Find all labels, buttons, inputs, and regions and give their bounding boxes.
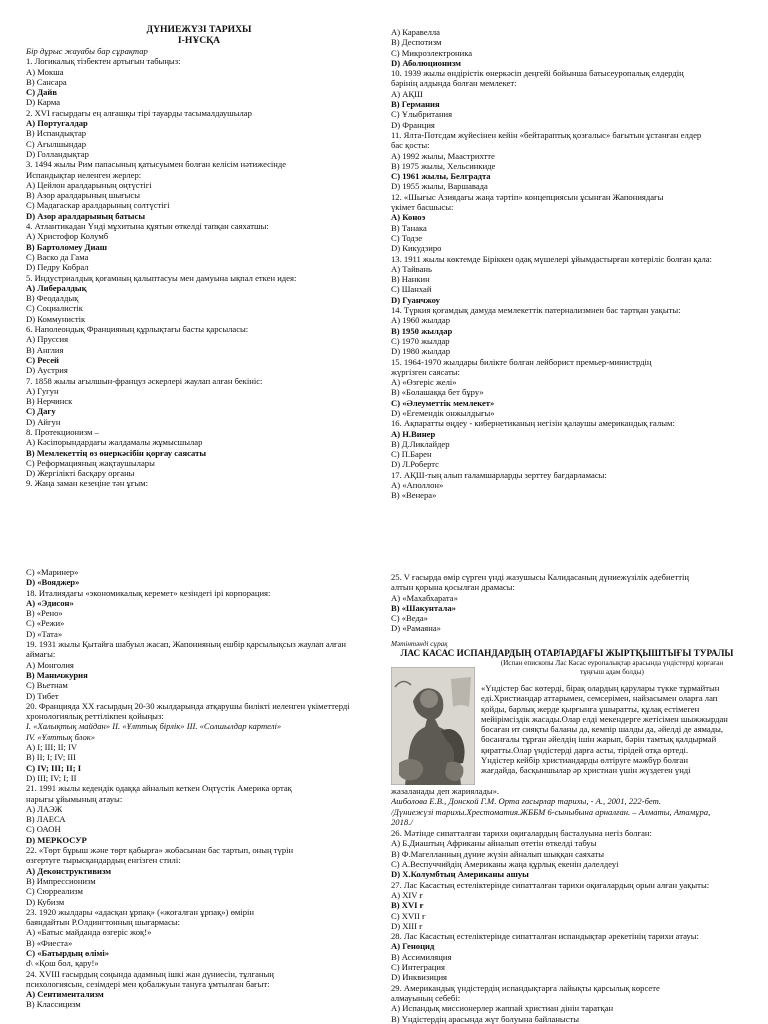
answer-option: A) Пруссия [26, 334, 69, 345]
answer-option: A) Кәсіпорындардағы жалдамалы жұмысшылар [26, 437, 203, 448]
answer-option: B) Классицизм [26, 999, 81, 1010]
question-text: 19. 1931 жылы Қытайға шабуыл жасап, Жапонияның ешбір қарсылықсыз жаулап алған [26, 639, 346, 650]
answer-option: D) «Тата» [26, 628, 63, 639]
answer-option: A) Гугун [26, 385, 59, 396]
answer-option: D) Айгун [26, 416, 61, 427]
quote-line: жағдайда, басқыншылар әр христиан үшін жүздеген үнді [481, 765, 691, 776]
quote-line: босанғалы тұрған әйелдің ішін жарып, бәрін тамтық қалдырмай [481, 734, 717, 745]
answer-option: A) Португалдар [26, 118, 88, 129]
answer-option: A) Сентиментализм [26, 989, 104, 1000]
answer-option: баяндайтын Р.Олдингтонның шығармасы: [26, 917, 180, 928]
answer-option: d\ «Қош бол, қару!» [26, 958, 99, 969]
answer-option: нарығы ұйымының атауы: [26, 793, 123, 804]
question-text: 18. Италиядағы «экономикалық керемет» кезіндегі ірі корпорация: [26, 587, 271, 598]
answer-option: C) Социалистік [26, 303, 83, 314]
answer-option: A) Цейлон аралдарының оңтүстігі [26, 179, 152, 190]
answer-option: Испандықтар иеленген жерлер: [26, 169, 142, 180]
answer-option: C) Реформацияның жақтаушылары [26, 457, 155, 468]
answer-option: D) XIII ғ [391, 920, 423, 931]
question-list-4b [391, 828, 743, 1024]
source-citation-3: 2018./ [391, 816, 413, 827]
answer-option: C) Мадагаскар аралдарының солтүстігі [26, 200, 170, 211]
question-text: 28. Лас Касастың естеліктерінде сипатталған испандықтар әрекетінің тарихи атауы: [391, 931, 699, 942]
answer-option: A) «Батыс майданда өзгеріс жоқ!» [26, 927, 152, 938]
question-text: 7. 1858 жылы ағылшын-француз әскерлері жаулап алған бекініс: [26, 375, 263, 386]
answer-option: алмауының себебі: [391, 992, 461, 1003]
answer-option: B) Мемлекеттің өз өнеркәсібін қорғау саясаты [26, 447, 207, 458]
question-text: 23. 1920 жылдары «адасқан ұрпақ» («жоғалған ұрпақ») өмірін [26, 906, 254, 917]
answer-option: B) Танака [391, 222, 427, 233]
answer-option: C) XVII ғ [391, 910, 426, 921]
answer-option: C) Вьетнам [26, 680, 68, 691]
answer-option: A) 1960 жылдар [391, 315, 451, 326]
answer-option: D) Л.Робертс [391, 459, 439, 470]
question-text: 16. Ақпаратты өңдеу - кибернетиканың негізін қалаушы американдық ғалым: [391, 418, 675, 429]
answer-option: B) Деспотизм [391, 37, 442, 48]
quote-ending: жазаланады деп жариялады». [391, 786, 500, 796]
answer-option: D) «Егемендік онжылдығы» [391, 407, 495, 418]
answer-option: A) Геноцид [391, 941, 435, 952]
answer-option: алтын қорына қосылған драмасы: [391, 582, 515, 593]
quote-line: еді.Христиандар аттарымен, семсерімен, найзасымен оларға лап [481, 693, 718, 704]
answer-option: A) I; III; II; IV [26, 742, 78, 753]
context-subtitle-1: (Испан епископы Лас Касас еуропалықтар арасында үндістерді қорғаған [500, 659, 724, 668]
answer-option: C) «Әлеуметтік мемлекет» [391, 397, 495, 408]
column-3 [26, 567, 372, 1010]
question-text: 1. Логикалық тізбектен артығын табыңыз: [26, 56, 181, 67]
answer-option: B) «Болашаққа бет бұру» [391, 387, 484, 398]
answer-option: I. «Халықтық майдан» II. «Ұлттық бірлік» III. «Солшылдар картелі» [26, 721, 282, 732]
answer-option: D) Педру Кобрал [26, 262, 89, 273]
answer-option: A) Б.Диаштың Африканы айналып өтетін өткелді табуы [391, 838, 597, 849]
question-text: 13. 1911 жылы көктемде Біріккен одақ мүшелері ұйымдастырған көтеріліс болған қала: [391, 253, 712, 264]
answer-option: A) Испандық миссионерлер жаппай христиан дінін таратқан [391, 1003, 614, 1014]
answer-option: D) 1980 жылдар [391, 346, 451, 357]
answer-option: A) Монголия [26, 659, 74, 670]
variant-label: І-НҰСҚА [177, 35, 221, 46]
answer-option: C) «Маринер» [26, 567, 79, 577]
answer-option: B) «Рено» [26, 608, 63, 619]
answer-option: C) «Батырдың өлімі» [26, 947, 110, 958]
answer-option: D) Х.Колумбтың Американы ашуы [391, 869, 529, 880]
answer-option: C) Дайв [26, 87, 58, 98]
answer-option: A) XIV ғ [391, 889, 424, 900]
answer-option: D) III; IV; I; II [26, 772, 77, 783]
question-text: 8. Протекционизм – [26, 426, 99, 437]
answer-option: D) Азор аралдарының батысы [26, 210, 146, 221]
quote-line: босаған ит сияқты баланы да, кемпір шалды да, әйелді де аямады, [481, 724, 724, 735]
answer-option: C) А.Веспуччийдің Американы жаңа құрлық екенін дәлелдеуі [391, 859, 619, 870]
question-text: 2. XVI ғасырдағы ең алғашқы тірі тауарды тасымалдаушылар [26, 107, 252, 118]
answer-option: A) «Аполлон» [391, 480, 444, 491]
answer-option: B) 1975 жылы, Хельсинкиде [391, 160, 496, 171]
answer-option: B) Сансара [26, 76, 67, 87]
question-text: 6. Наполеондық Францияның құрлықтағы басты қарсыласы: [26, 324, 249, 335]
quote-line: мейірімсіздік жасады.Олар елді мекендерге жетісімен шыжжырдан [481, 713, 728, 724]
answer-option: B) Үндістердің арасында жүт болуына байланысты [391, 1013, 580, 1024]
answer-option: A) «Махабхарата» [391, 592, 458, 603]
answer-option: B) Испандықтар [26, 128, 87, 139]
answer-option: C) Васко да Гама [26, 251, 89, 262]
answer-option: B) Импрессионизм [26, 875, 96, 886]
answer-option: C) Сюрреализм [26, 886, 83, 897]
answer-option: B) Германия [391, 99, 440, 110]
answer-option: C) Ағылшындар [26, 138, 87, 149]
answer-option: C) Ресей [26, 354, 59, 365]
answer-option: C) Тодзе [391, 232, 423, 243]
quote-line: Үндістер кейбір христиандарды өлтіруге мәжбүр болған [481, 755, 688, 766]
answer-option: D) Франция [391, 119, 435, 130]
question-text: 11. Ялта-Потсдам жүйесінен кейін «бейтараптық қозғалыс» бағытын ұстанған елдер [391, 129, 702, 140]
answer-option: C) Интеграция [391, 962, 445, 973]
answer-option: D) «Вояджер» [26, 577, 80, 588]
context-label: Мәтінтәнді сұрақ [391, 639, 448, 648]
answer-option: A) АҚШ [391, 88, 423, 99]
answer-option: B) Нанкин [391, 274, 430, 285]
answer-option: B) Ф.Магелланның дүние жүзін айналып шыққан саяхаты [391, 848, 605, 859]
answer-option: A) «Эдисон» [26, 597, 74, 608]
question-list-4a [391, 572, 743, 634]
quote-line: «Үндістер бас көтерді, бірақ олардың қарулары түкке тұрмайтын [481, 683, 720, 693]
question-text: 3. 1494 жылы Рим папасының қатысуымен болған келісім нәтижесінде [26, 159, 287, 170]
answer-option: бәрінің алдында болған мемлекет: [391, 78, 517, 89]
question-text: 4. Атлантикадан Үнді мұхитына құятын өткелді тапқан саяхатшы: [26, 221, 269, 232]
question-text: 5. Индустриалдық қоғамның қалыптасуы мен дамуына ықпал еткен идея: [26, 272, 297, 283]
answer-option: D) 1955 жылы, Варшавада [391, 181, 488, 192]
column-2 [391, 27, 743, 501]
answer-option: B) Д.Ликлайдер [391, 438, 450, 449]
question-text: 20. Францияда XX ғасырдың 20-30 жылдарында атқарушы билікті иеленген үкіметтерді [26, 700, 350, 711]
context-subtitle-2: тұңғыш адам болды) [580, 667, 644, 676]
answer-option: D) Гуанчжоу [391, 294, 440, 305]
answer-option: аймағы: [26, 649, 56, 660]
question-text: 25. V ғасырда өмір сүрген үнді жазушысы Калидасаның дүниежүзілік әдебиеттің [391, 572, 689, 582]
question-text: 27. Лас Касастың естеліктерінде сипатталған тарихи оқиғалардың орын алған уақыты: [391, 879, 710, 890]
answer-option: A) 1992 жылы, Маастрихтте [391, 150, 495, 161]
answer-option: өзгертуге тырысқандардың енгізген стилі: [26, 855, 181, 866]
question-text: 14. Түркия қоғамдық дамуда мемлекеттік патернализмнен бас тартқан уақыты: [391, 305, 681, 316]
question-list-2 [391, 27, 743, 501]
quote-line: қиратты.Олар үндістерді дарға асты, тірідей отқа өртеді. [481, 744, 689, 755]
question-text: 9. Жаңа заман кезеңіне тән ұғым: [26, 478, 148, 489]
answer-option: D) Жергілікті басқару органы [26, 468, 135, 479]
answer-option: B) ЛАЕСА [26, 814, 66, 825]
column-1 [26, 24, 372, 489]
question-text: 17. АҚШ-тың алып ғаламшарларды зерттеу бағдарламасы: [391, 469, 607, 480]
answer-option: B) Англия [26, 344, 64, 355]
answer-option: A) Христофор Колумб [26, 231, 109, 242]
quote-line: қойды, барлық жерде қырғынға ұшыратты, құлақ естімеген [481, 703, 700, 714]
question-text: 15. 1964-1970 жылдары билікте болған лейборист премьер-министрдің [391, 356, 652, 367]
answer-option: A) Коноэ [391, 212, 426, 223]
question-text: 10. 1939 жылы өндірістік өнеркәсіп деңгейі бойынша батысеуропалық елдердің [391, 68, 684, 79]
answer-option: A) Деконструктивизм [26, 865, 112, 876]
answer-option: A) ЛАЭЖ [26, 803, 63, 814]
answer-option: IV. «Ұлттық блок» [26, 731, 96, 742]
answer-option: D) Инквизиция [391, 972, 447, 983]
answer-option: A) Каравелла [391, 27, 440, 37]
question-list-1 [26, 56, 372, 488]
answer-option: D) Тибет [26, 690, 59, 701]
answer-option: B) «Венера» [391, 490, 437, 501]
answer-option: B) 1950 жылдар [391, 325, 453, 336]
answer-option: C) ОАОН [26, 824, 61, 835]
answer-option: C) Шанхай [391, 284, 432, 295]
question-text: 29. Американдық үндістердің испандықтарға лайықты қарсылық көрсете [391, 982, 660, 993]
answer-option: C) Микроэлектроника [391, 47, 473, 58]
answer-option: C) П.Барен [391, 449, 432, 460]
question-text: 22. «Төрт бұрыш және төрт қабырға» жобасынан бас тартып, оның түрін [26, 845, 294, 856]
question-list-3 [26, 567, 372, 1010]
answer-option: C) «Режи» [26, 618, 65, 629]
answer-option: D) Кубизм [26, 896, 65, 907]
answer-option: B) Ассимиляция [391, 951, 452, 962]
source-citation-1: Ашболова Е.В., Донской Г.М. Орта ғасырлар тарихы, - А., 2001, 222-бет. [391, 796, 662, 807]
answer-option: B) II; I; IV; III [26, 752, 76, 763]
answer-option: D) Кикудзиро [391, 243, 442, 254]
answer-option: B) XVI ғ [391, 900, 424, 911]
source-citation-2: /Дүниежүзі тарихы.Хрестоматия.ЖББМ 6-сыныбына арналған. – Алматы, Атамұра, [391, 806, 711, 817]
context-source [391, 786, 743, 1024]
answer-option: D) Карма [26, 97, 61, 108]
answer-option: B) «Шакунтала» [391, 602, 456, 613]
answer-option: C) 1970 жылдар [391, 335, 450, 346]
answer-option: D) МЕРКОСУР [26, 834, 87, 845]
las-casas-engraving [391, 667, 475, 785]
answer-option: психологиясын, сезімдері мен қобалжуын тануға ұмтылған бағыт: [26, 978, 270, 989]
answer-option: C) Дагу [26, 406, 56, 417]
answer-option: C) «Веда» [391, 613, 428, 624]
answer-option: B) Нерчинск [26, 396, 73, 407]
answer-option: D) Аболюционизм [391, 57, 462, 68]
answer-option: B) Азор аралдарының шығысы [26, 190, 140, 201]
answer-option: A) Либералдық [26, 282, 87, 293]
answer-option: C) 1961 жылы, Белградта [391, 171, 491, 182]
answer-option: D) «Рамаяна» [391, 623, 441, 634]
answer-option: бас қосты: [391, 140, 430, 151]
answer-option: D) Коммунистік [26, 313, 86, 324]
page-title: ДҮНИЕЖҮЗІ ТАРИХЫ [146, 24, 252, 35]
answer-option: C) Ұлыбритания [391, 109, 453, 120]
instruction: Бір дұрыс жауабы бар сұрақтар [26, 46, 148, 56]
question-text: 24. XVIII ғасырдың соңында адамның ішкі жан дүниесін, тұлғаның [26, 968, 274, 979]
question-text: 26. Мәтінде сипатталған тарихи оқиғалардың басталуына негіз болған: [391, 828, 652, 839]
answer-option: C) IV; III; II; I [26, 762, 82, 773]
answer-option: A) «Өзгеріс желі» [391, 377, 457, 388]
answer-option: B) «Фиеста» [26, 937, 73, 948]
answer-option: жүргізген саясаты: [391, 366, 460, 377]
answer-option: D) Аустрия [26, 365, 68, 376]
context-quote [481, 683, 743, 776]
question-text: 21. 1991 жылы кедендік одаққа айналып кеткен Оңтүстік Америка ортақ [26, 783, 292, 794]
answer-option: B) Маньчжурия [26, 669, 88, 680]
answer-option: B) Феодалдық [26, 293, 79, 304]
answer-option: A) Н.Винер [391, 428, 436, 439]
answer-option: B) Бартоломеу Диаш [26, 241, 107, 252]
answer-option: үкімет басшысы: [391, 202, 454, 213]
answer-option: D) Голландықтар [26, 148, 89, 159]
question-text: 12. «Шығыс Азиядағы жаңа тәртіп» концепциясын ұсынған Жапониядағы [391, 191, 664, 202]
column-4 [391, 572, 743, 676]
answer-option: A) Мокша [26, 66, 64, 77]
context-title: ЛАС КАСАС ИСПАНДАРДЫҢ ОТАРЛАРДАҒЫ ЖЫРТҚЫШТЫҒЫ ТУРАЛЫ [400, 648, 734, 659]
answer-option: A) Тайвань [391, 263, 432, 274]
answer-option: хронологиялық реттілікпен қойыңыз: [26, 711, 164, 722]
